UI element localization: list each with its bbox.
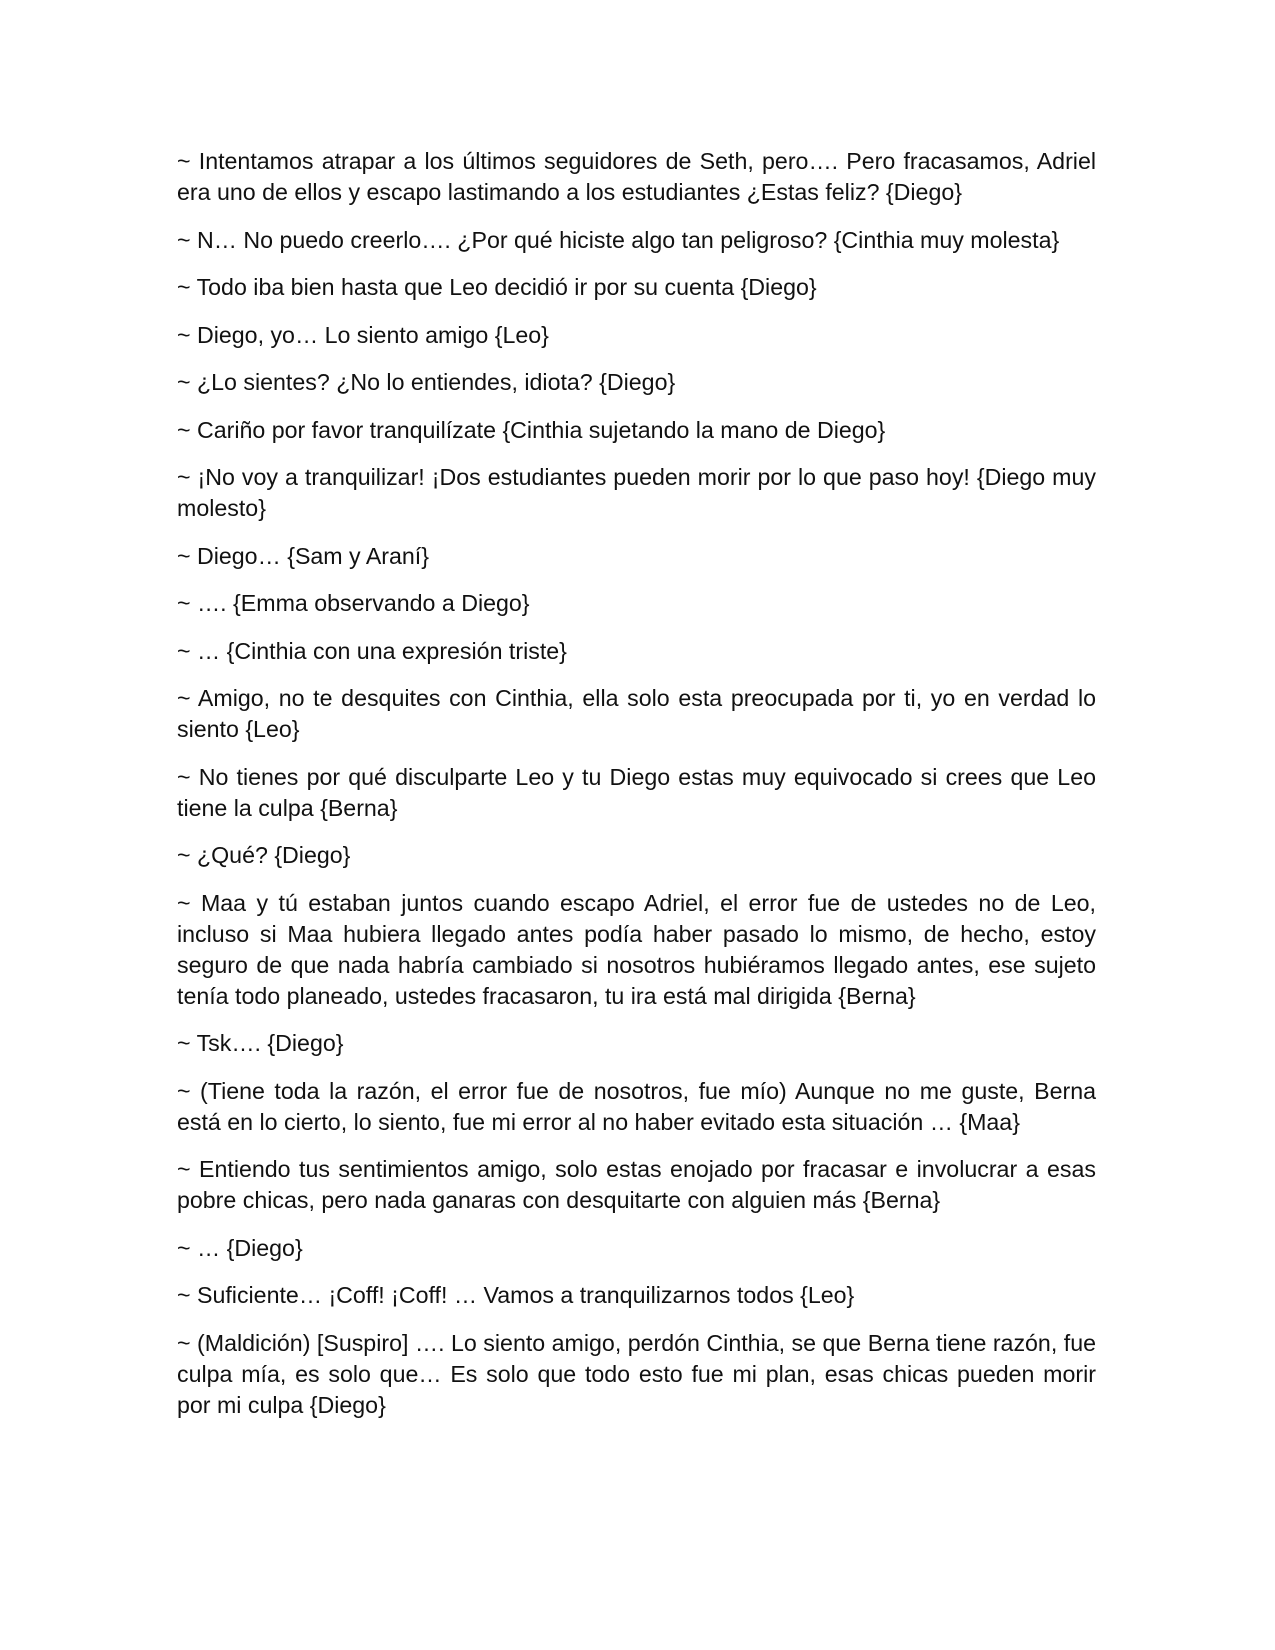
dialogue-line-17: ~ Entiendo tus sentimientos amigo, solo estas enojado por fracasar e involucrar a esas pobre chicas, pero nada ganaras con desquitarte con alguien más {Berna} [177,1156,1096,1213]
dialogue-line-1: ~ Intentamos atrapar a los últimos seguidores de Seth, pero…. Pero fracasamos, Adriel era uno de ellos y escapo lastimando a los estudiantes ¿Estas feliz? {Diego} [177,148,1096,205]
dialogue-line-14: ~ Maa y tú estaban juntos cuando escapo Adriel, el error fue de ustedes no de Leo, incluso si Maa hubiera llegado antes podía haber pasado lo mismo, de hecho, estoy seguro de que nada habría cambiado si nosotros hubiéramos llegado antes, ese sujeto tenía todo planeado, ustedes fracasaron, tu ira está mal dirigida {Berna} [177,889,1096,1009]
dialogue-line-12: ~ No tienes por qué disculparte Leo y tu Diego estas muy equivocado si crees que Leo tiene la culpa {Berna} [177,763,1096,821]
dialogue-line-5: ~ ¿Lo sientes? ¿No lo entiendes, idiota? {Diego} [177,369,676,395]
dialogue-line-9: ~ …. {Emma observando a Diego} [177,590,530,616]
dialogue-line-2: ~ N… No puedo creerlo…. ¿Por qué hiciste algo tan peligroso? {Cinthia muy molesta} [177,226,1060,253]
dialogue-line-16: ~ (Tiene toda la razón, el error fue de nosotros, fue mío) Aunque no me guste, Berna está en lo cierto, lo siento, fue mi error al no haber evitado esta situación … {Maa} [177,1077,1096,1135]
dialogue-line-19: ~ Suficiente… ¡Coff! ¡Coff! … Vamos a tranquilizarnos todos {Leo} [177,1282,855,1308]
dialogue-line-7: ~ ¡No voy a tranquilizar! ¡Dos estudiantes pueden morir por lo que paso hoy! {Diego muy molesto} [177,464,1096,521]
dialogue-line-15: ~ Tsk…. {Diego} [177,1030,344,1056]
dialogue-line-11: ~ Amigo, no te desquites con Cinthia, ella solo esta preocupada por ti, yo en verdad lo siento {Leo} [177,685,1096,742]
dialogue-line-13: ~ ¿Qué? {Diego} [177,842,351,868]
dialogue-line-10: ~ … {Cinthia con una expresión triste} [177,637,567,664]
dialogue-line-18: ~ … {Diego} [177,1234,303,1261]
dialogue-line-20: ~ (Maldición) [Suspiro] …. Lo siento amigo, perdón Cinthia, se que Berna tiene razón, fue culpa mía, es solo que… Es solo que todo esto fue mi plan, esas chicas pueden morir por mi culpa {Diego} [177,1329,1096,1418]
dialogue-line-6: ~ Cariño por favor tranquilízate {Cinthia sujetando la mano de Diego} [177,416,886,443]
document-body [177,146,1096,1437]
dialogue-line-3: ~ Todo iba bien hasta que Leo decidió ir por su cuenta {Diego} [177,274,817,300]
dialogue-line-4: ~ Diego, yo… Lo siento amigo {Leo} [177,321,549,348]
dialogue-line-8: ~ Diego… {Sam y Araní} [177,542,429,569]
